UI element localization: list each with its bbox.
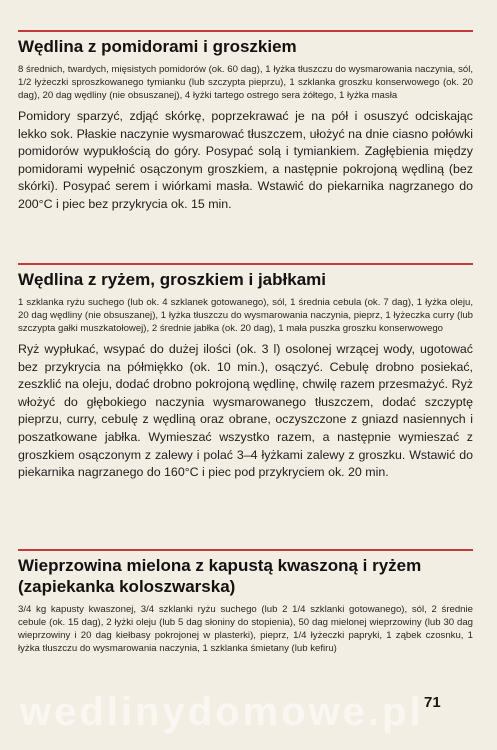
recipe-ingredients: 3/4 kg kapusty kwaszonej, 3/4 szklanki ryżu suchego (lub 2 1/4 szklanki gotowanego), sól, 2 średnie cebule (ok. 15 dag), 2 łyżki oleju (lub 5 dag słoniny do stopienia), 50 dag mielonej wieprzowiny (lub 30 dag wieprzowiny i 20 dag kiełbasy pokrojonej w plasterki), pieprz, 1/4 łyżeczki papryki, 1 ząbek czosnku, 1 łyżka tłuszczu do wysmarowania naczynia, 1 szklanka śmietany (lub kefiru) — [18, 604, 473, 654]
recipe-title: Wieprzowina mielona z kapustą kwaszoną i ryżem (zapiekanka koloszwarska) — [18, 556, 422, 596]
page-number: 71 — [424, 694, 441, 711]
section-divider — [18, 30, 473, 32]
site-watermark: wedlinydomowe.pl — [20, 690, 424, 734]
recipe-title: Wędlina z pomidorami i groszkiem — [18, 37, 297, 56]
recipe-method: Pomidory sparzyć, zdjąć skórkę, poprzekrawać je na pół i osuszyć odciskając lekko sok. Płaskie naczynie wysmarować tłuszczem, ułożyć na dnie ciasno połówki pomidorów wypukłością do góry. Posypać solą i tymiankiem. Zagłębienia między pomidorami wypełnić osączonym groszkiem, a następnie pokrojoną wędliną (bez skórki). Posypać serem i wiórkami masła. Wstawić do piekarnika nagrzanego do 200°C i piec bez przykrycia ok. 15 min. — [18, 109, 473, 211]
recipe-3 — [18, 555, 473, 661]
recipe-method: Ryż wypłukać, wsypać do dużej ilości (ok. 3 l) osolonej wrzącej wody, ugotować bez przykrycia na półmiękko (ok. 10 min.), osączyć. Cebulę drobno posiekać, zeszklić na oleju, dodać drobno pokrojoną wędlinę, chwilę razem przesmażyć. Ryż włożyć do głębokiego naczynia wysmarowanego tłuszczem, dodać szczyptę pieprzu, curry, cebulę z wędliną oraz obrane, oczyszczone z gniazd nasiennych i poszatkowane jabłka. Wymieszać wszystko razem, a następnie wymieszać z groszkiem osączonym z zalewy i polać 3–4 łyżkami zalewy z groszku. Wstawić do piekarnika nagrzanego do 160°C i piec pod przykryciem ok. 20 min. — [18, 342, 473, 480]
section-divider — [18, 263, 473, 265]
recipe-ingredients: 8 średnich, twardych, mięsistych pomidorów (ok. 60 dag), 1 łyżka tłuszczu do wysmarowania naczynia, sól, 1/2 łyżeczki sproszkowanego tymianku (lub szczypta pieprzu), 1 szklanka groszku konserwowego (ok. 20 dag), 20 dag wędliny (nie obsuszanej), 4 łyżki tartego ostrego sera żółtego, 1 łyżka masła — [18, 64, 473, 101]
recipe-1 — [18, 36, 473, 214]
section-divider — [18, 549, 473, 551]
recipe-ingredients: 1 szklanka ryżu suchego (lub ok. 4 szklanek gotowanego), sól, 1 średnia cebula (ok. 7 dag), 1 łyżka oleju, 20 dag wędliny (nie obsuszanej), 1 łyżka tłuszczu do wysmarowania naczynia, pieprz, 1 łyżeczka curry (lub szczypta gałki muszkatołowej), 2 średnie jabłka (ok. 20 dag), 1 mała puszka groszku konserwowego — [18, 297, 473, 334]
recipe-2 — [18, 269, 473, 482]
recipe-title: Wędlina z ryżem, groszkiem i jabłkami — [18, 270, 326, 289]
